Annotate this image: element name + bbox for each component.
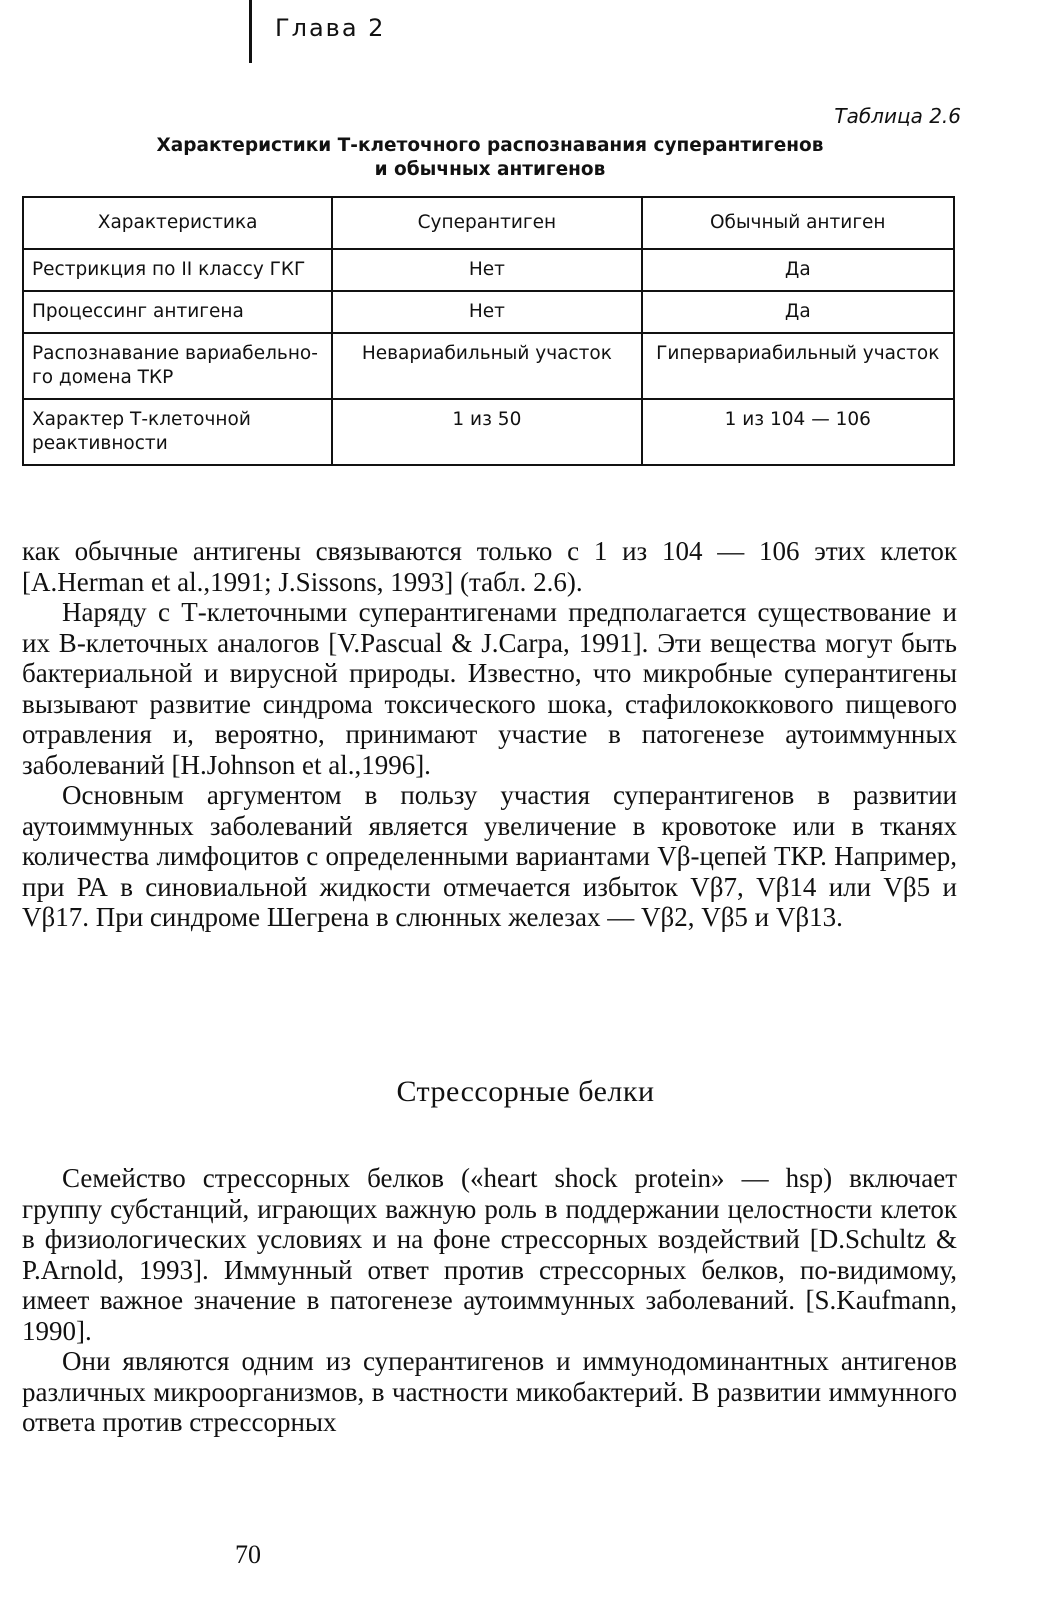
page-number: 70 (235, 1540, 261, 1569)
table-cell: Рестрикция по II классу ГКГ (23, 249, 332, 291)
table-header-row (23, 197, 954, 249)
header-rule (249, 0, 252, 63)
table-cell: Процессинг антигена (23, 291, 332, 333)
table-cell: Да (642, 291, 954, 333)
paragraph: Семейство стрессорных белков («heart shock protein» — hsp) включает группу субстанций, играющих важную роль в поддержании целостности клеток в физиологических условиях и на фоне стрессорных воздействий [D.Schultz & P.Arnold, 1993]. Иммунный ответ против стрессорных белков, по-видимому, имеет важное значение в патогенезе аутоиммунных заболеваний. [S.Kaufmann, 1990]. (22, 1163, 957, 1346)
chapter-heading: Глава 2 (275, 14, 386, 42)
table-cell: Нет (332, 291, 641, 333)
table-row (23, 249, 954, 291)
paragraph: Основным аргументом в пользу участия суперантигенов в развитии аутоиммунных заболеваний является увеличение в кровотоке или в тканях количества лимфоцитов с определенными вариантами Vβ-цепей ТКР. Например, при РА в синовиальной жидкости отмечается избыток Vβ7, Vβ14 или Vβ5 и Vβ17. При синдроме Шегрена в слюнных железах — Vβ2, Vβ5 и Vβ13. (22, 780, 957, 932)
table-row (23, 291, 954, 333)
body-text-top (22, 536, 957, 933)
table-title-line-1: Характеристики Т-клеточного распознавания суперантигенов (156, 135, 824, 156)
table-cell: Распознавание вариабельно-го домена ТКР (23, 333, 332, 399)
table-cell: 1 из 104 — 106 (642, 399, 954, 465)
paragraph: как обычные антигены связываются только с 1 из 104 — 106 этих клеток [A.Herman et al.,1991; J.Sissons, 1993] (табл. 2.6). (22, 536, 957, 597)
table-cell: 1 из 50 (332, 399, 641, 465)
table-cell: Да (642, 249, 954, 291)
column-header: Суперантиген (332, 197, 641, 249)
paragraph: Они являются одним из суперантигенов и иммунодоминантных антигенов различных микроорганизмов, в частности микобактерий. В развитии иммунного ответа против стрессорных (22, 1346, 957, 1437)
paragraph: Наряду с Т-клеточными суперантигенами предполагается существование и их В-клеточных аналогов [V.Pascual & J.Carpa, 1991]. Эти вещества могут быть бактериальной и вирусной природы. Известно, что микробные суперантигены вызывают развитие синдрома токсического шока, стафилококкового пищевого отравления и, вероятно, принимают участие в патогенезе аутоиммунных заболеваний [H.Johnson et al.,1996]. (22, 597, 957, 780)
characteristics-table (22, 196, 955, 466)
table-cell: Невариабильный участок (332, 333, 641, 399)
section-title: Стрессорные белки (396, 1075, 655, 1108)
column-header: Характеристика (23, 197, 332, 249)
table-cell: Гипервариабильный участок (642, 333, 954, 399)
table-row (23, 333, 954, 399)
table-label: Таблица 2.6 (834, 104, 961, 128)
table-title (40, 134, 940, 182)
table-cell: Характер Т-клеточной реактивности (23, 399, 332, 465)
table-title-line-2: и обычных антигенов (374, 159, 606, 180)
table-cell: Нет (332, 249, 641, 291)
body-text-bottom (22, 1163, 957, 1438)
table-row (23, 399, 954, 465)
column-header: Обычный антиген (642, 197, 954, 249)
